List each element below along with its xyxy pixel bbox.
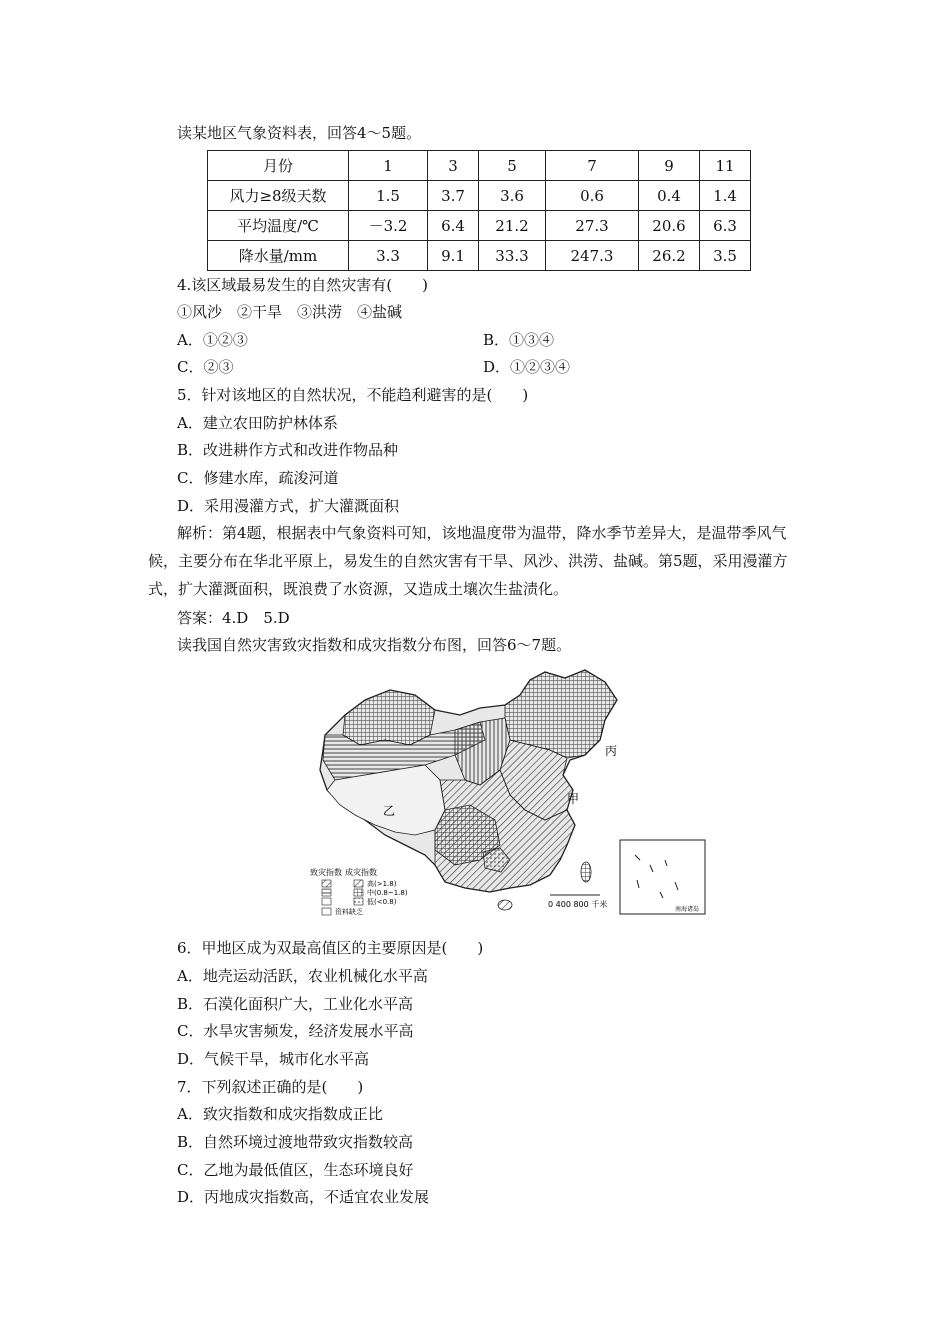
table-cell: 7: [546, 151, 639, 181]
question-7-stem: 7．下列叙述正确的是( ): [177, 1078, 364, 1096]
legend-swatch-missing: [322, 908, 331, 915]
table-cell: 26.2: [639, 241, 700, 271]
legend-title-zhizai: 致灾指数: [310, 868, 342, 877]
table-cell: 1: [349, 151, 428, 181]
table-cell: 3.3: [349, 241, 428, 271]
question-5-stem: 5．针对该地区的自然状况，不能趋利避害的是( ): [177, 386, 529, 404]
question-4-stem: 4.该区域最易发生的自然灾害有( ): [177, 276, 429, 294]
question-5-option-d: D．采用漫灌方式，扩大灌溉面积: [177, 497, 400, 515]
table-cell: 9: [639, 151, 700, 181]
question-6-stem: 6．甲地区成为双最高值区的主要原因是( ): [177, 939, 484, 957]
question-7-option-a: A．致灾指数和成灾指数成正比: [177, 1105, 383, 1123]
question-7-option-c: C．乙地为最低值区，生态环境良好: [177, 1161, 414, 1179]
table-cell: 11: [700, 151, 751, 181]
table-row: [208, 181, 751, 211]
legend-high: 高(>1.8): [367, 880, 397, 888]
table-cell: 27.3: [546, 211, 639, 241]
table-cell: 风力≥8级天数: [208, 181, 349, 211]
table-cell: 5: [479, 151, 546, 181]
question-7-option-b: B．自然环境过渡地带致灾指数较高: [177, 1133, 414, 1151]
table-cell: 0.6: [546, 181, 639, 211]
question-7-option-d: D．丙地成灾指数高，不适宜农业发展: [177, 1188, 430, 1206]
table-cell: 降水量/mm: [208, 241, 349, 271]
table-row: [208, 241, 751, 271]
legend-title-chengzai: 成灾指数: [345, 868, 377, 877]
table-cell: 平均温度/℃: [208, 211, 349, 241]
table-cell: 20.6: [639, 211, 700, 241]
question-6-option-a: A．地壳运动活跃，农业机械化水平高: [177, 967, 428, 985]
table-cell: 247.3: [546, 241, 639, 271]
question-4-option-d: D．①②③④: [483, 358, 571, 376]
table-cell: 1.4: [700, 181, 751, 211]
legend-swatch-high-a: [322, 880, 331, 887]
question-4-items: ①风沙 ②干旱 ③洪涝 ④盐碱: [177, 303, 403, 321]
table-cell: 33.3: [479, 241, 546, 271]
scale-label: 0 400 800 千米: [548, 900, 608, 909]
intro-6-7: 读我国自然灾害致灾指数和成灾指数分布图，回答6～7题。: [177, 636, 572, 654]
disaster-index-map: [305, 660, 715, 920]
legend-swatch-mid-b: [354, 889, 363, 896]
legend-swatch-high-b: [354, 880, 363, 887]
legend-low: 低(<0.8): [367, 898, 397, 906]
question-4-option-a: A．①②③: [177, 331, 248, 349]
island-taiwan: [581, 862, 591, 882]
question-5-option-b: B．改进耕作方式和改进作物品种: [177, 441, 399, 459]
analysis-paragraph: 解析：第4题，根据表中气象资料可知，该地温度带为温带，降水季节差异大，是温带季风气候，主要分布在华北平原上，易发生的自然灾害有干旱、风沙、洪涝、盐碱。第5题，采用漫灌方式，扩大灌溉面积，既浪费了水资源，又造成土壤次生盐渍化。: [148, 524, 788, 598]
label-jia: 甲: [567, 792, 580, 806]
answer-line: 答案：4.D 5.D: [177, 609, 290, 627]
inset-label: 南海诸岛: [675, 906, 700, 913]
question-4-option-c: C．②③: [177, 358, 234, 376]
region-northwest: [343, 690, 435, 745]
table-cell: 21.2: [479, 211, 546, 241]
legend-swatch-low-a: [322, 898, 331, 905]
question-4-option-b: B．①③④: [483, 331, 555, 349]
table-cell: 3: [428, 151, 479, 181]
legend-mid: 中(0.8~1.8): [367, 889, 408, 897]
question-6-option-b: B．石漠化面积广大，工业化水平高: [177, 995, 414, 1013]
table-cell: 6.4: [428, 211, 479, 241]
label-yi: 乙: [383, 804, 396, 818]
table-cell: 3.6: [479, 181, 546, 211]
table-header-row: [208, 151, 751, 181]
question-6-option-c: C．水旱灾害频发，经济发展水平高: [177, 1022, 414, 1040]
table-cell: 1.5: [349, 181, 428, 211]
question-5-option-c: C．修建水库，疏浚河道: [177, 469, 339, 487]
intro-4-5: 读某地区气象资料表，回答4～5题。: [177, 124, 422, 142]
table-cell: 0.4: [639, 181, 700, 211]
table-cell: 9.1: [428, 241, 479, 271]
label-bing: 丙: [605, 744, 618, 758]
island-hainan: [498, 900, 512, 910]
weather-table: [207, 150, 751, 271]
table-cell: 3.7: [428, 181, 479, 211]
legend-swatch-low-b: [354, 898, 363, 905]
table-cell: 6.3: [700, 211, 751, 241]
legend-swatch-mid-a: [322, 889, 331, 896]
inset-box: [620, 840, 705, 914]
table-row: [208, 211, 751, 241]
table-cell: 3.5: [700, 241, 751, 271]
legend-missing: 资料缺乏: [335, 908, 363, 916]
question-5-option-a: A．建立农田防护林体系: [177, 414, 338, 432]
table-cell: 月份: [208, 151, 349, 181]
question-6-option-d: D．气候干旱，城市化水平高: [177, 1050, 370, 1068]
table-cell: －3.2: [349, 211, 428, 241]
